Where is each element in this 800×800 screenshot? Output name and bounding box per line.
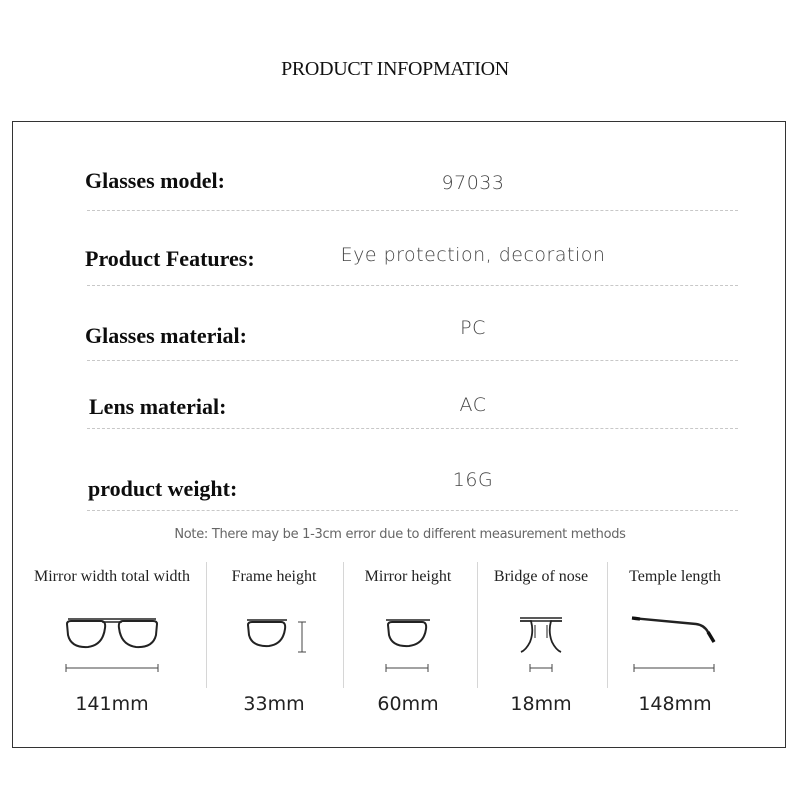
spec-value: PC bbox=[460, 317, 486, 339]
measure-value: 148mm bbox=[638, 693, 712, 715]
spec-label: Glasses model: bbox=[85, 168, 225, 193]
measure-label: Mirror height bbox=[364, 568, 452, 585]
spec-label: Product Features: bbox=[85, 246, 255, 271]
measure-label: Mirror width total width bbox=[34, 568, 190, 585]
measure-value: 18mm bbox=[510, 693, 572, 715]
spec-row-glasses-model bbox=[13, 166, 787, 226]
spec-row-lens-material bbox=[13, 392, 787, 452]
spec-panel bbox=[12, 121, 786, 748]
measure-value: 33mm bbox=[243, 693, 305, 715]
measure-value: 141mm bbox=[75, 693, 149, 715]
spec-label: product weight: bbox=[88, 476, 238, 501]
divider bbox=[87, 360, 738, 361]
spec-value: Eye protection, decoration bbox=[340, 244, 606, 266]
measure-label: Bridge of nose bbox=[493, 568, 589, 585]
spec-label: Lens material: bbox=[89, 394, 227, 419]
spec-row-product-features bbox=[13, 242, 787, 302]
divider bbox=[87, 428, 738, 429]
divider bbox=[87, 510, 738, 511]
lens-mirror-height-icon bbox=[378, 608, 438, 677]
measure-label: Temple length bbox=[629, 568, 721, 585]
spec-value: AC bbox=[459, 394, 487, 416]
spec-label: Glasses material: bbox=[85, 323, 247, 348]
measure-temple-length bbox=[609, 562, 741, 715]
glasses-front-total-width-icon bbox=[62, 608, 162, 677]
measure-mirror-height bbox=[344, 562, 472, 715]
column-divider bbox=[607, 562, 608, 688]
measure-label: Frame height bbox=[231, 568, 317, 585]
lens-frame-height-icon bbox=[239, 608, 309, 677]
measurement-note: Note: There may be 1-3cm error due to different measurement methods bbox=[174, 527, 626, 542]
measure-value: 60mm bbox=[377, 693, 439, 715]
page-title: PRODUCT INFOPMATION bbox=[281, 58, 509, 80]
spec-value: 97033 bbox=[441, 172, 505, 194]
nose-bridge-icon bbox=[516, 608, 566, 677]
spec-value: 16G bbox=[452, 469, 494, 491]
measure-nose-bridge bbox=[477, 562, 605, 715]
divider bbox=[87, 210, 738, 211]
spec-row-product-weight bbox=[13, 468, 787, 528]
temple-arm-icon bbox=[630, 608, 720, 677]
measure-total-width bbox=[19, 562, 205, 715]
divider bbox=[87, 285, 738, 286]
measurement-strip bbox=[13, 562, 787, 715]
measure-frame-height bbox=[207, 562, 341, 715]
spec-row-glasses-material bbox=[13, 318, 787, 378]
